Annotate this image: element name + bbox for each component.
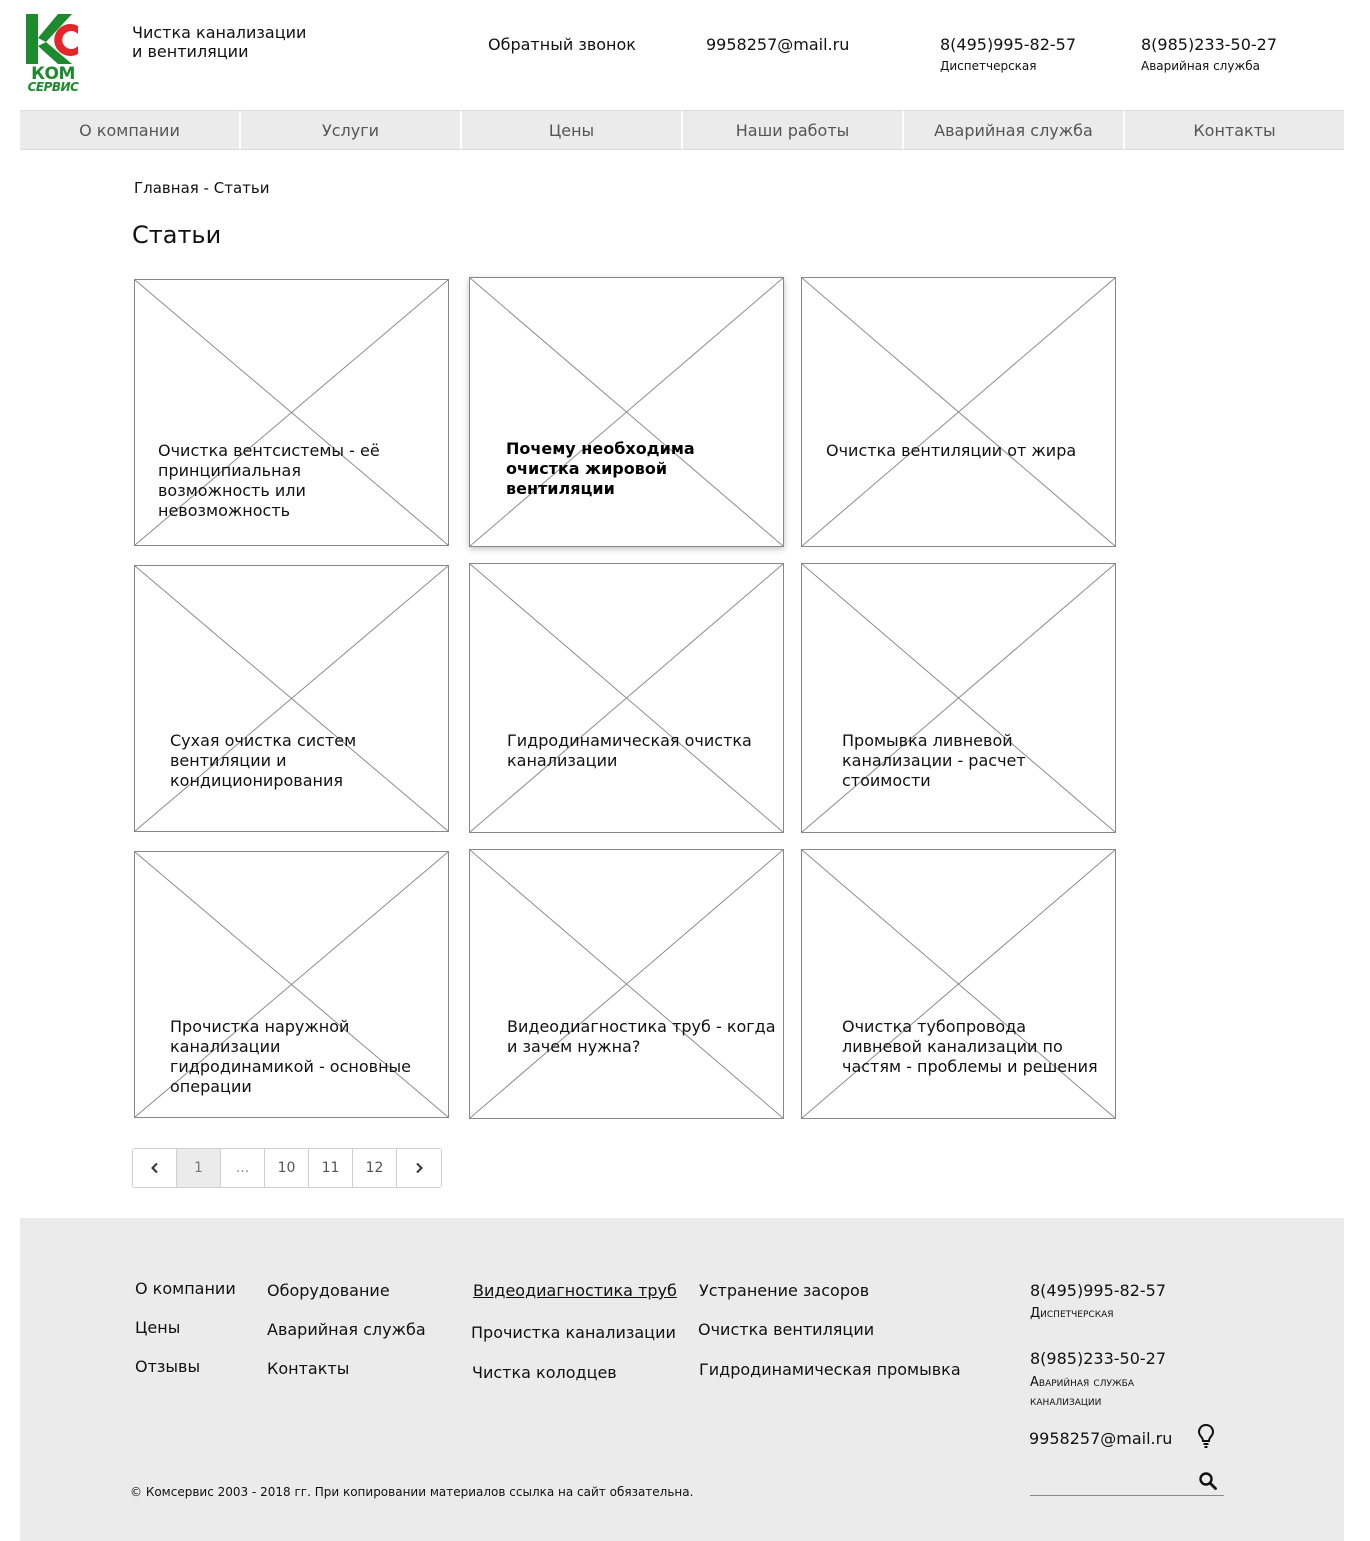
article-card[interactable] (469, 277, 784, 547)
site-footer (20, 1218, 1344, 1541)
article-card[interactable] (801, 849, 1116, 1119)
article-card-title[interactable]: Прочистка наружной канализации гидродинамикой - основные операции (170, 1017, 412, 1096)
image-placeholder (802, 564, 1115, 832)
footer-link-prices[interactable]: Цены (135, 1318, 181, 1337)
footer-phone-dispatch[interactable]: 8(495)995-82-57 (1030, 1281, 1167, 1300)
main-nav (20, 110, 1344, 150)
article-card-title[interactable]: Очистка вентиляции от жира (826, 441, 1077, 460)
header-phone-emergency (1141, 35, 1277, 73)
page-title: Статьи (132, 221, 222, 249)
article-card[interactable] (469, 563, 784, 833)
article-card[interactable] (469, 849, 784, 1119)
footer-phone-caption: Аварийная служба (1030, 1375, 1134, 1390)
image-placeholder (470, 564, 783, 832)
search-icon[interactable] (1198, 1471, 1218, 1491)
footer-search-input[interactable] (1030, 1470, 1190, 1494)
nav-item-about[interactable]: О компании (20, 111, 241, 149)
phone-caption: Диспетчерская (940, 59, 1037, 73)
footer-phone-caption: Диспетчерская (1030, 1306, 1114, 1321)
image-placeholder (802, 850, 1115, 1118)
article-card[interactable] (134, 279, 449, 546)
article-card-title[interactable]: Видеодиагностика труб - когда и зачем нужна? (507, 1017, 776, 1056)
pagination-prev-button[interactable] (133, 1149, 177, 1187)
article-card[interactable] (801, 277, 1116, 547)
footer-link-hydrodynamic-flushing[interactable]: Гидродинамическая промывка (699, 1360, 961, 1379)
footer-link-contacts[interactable]: Контакты (267, 1359, 350, 1378)
nav-item-prices[interactable]: Цены (462, 111, 683, 149)
search-underline (1030, 1495, 1224, 1496)
chevron-right-icon (413, 1162, 425, 1174)
tagline-line2: и вентиляции (132, 42, 249, 61)
article-card[interactable] (134, 565, 449, 832)
phone-number[interactable]: 8(495)995-82-57 (940, 35, 1077, 54)
pagination-page-current[interactable]: 1 (177, 1149, 221, 1187)
image-placeholder (135, 566, 448, 831)
phone-number[interactable]: 8(985)233-50-27 (1141, 35, 1278, 54)
footer-phone-emergency[interactable]: 8(985)233-50-27 (1030, 1349, 1167, 1368)
article-card-title[interactable]: Промывка ливневой канализации - расчет стоимости (842, 731, 1026, 790)
footer-link-well-cleaning[interactable]: Чистка колодцев (472, 1363, 617, 1382)
pagination-page[interactable]: 10 (265, 1149, 309, 1187)
footer-link-reviews[interactable]: Отзывы (135, 1357, 201, 1376)
pagination-next-button[interactable] (397, 1149, 441, 1187)
header-phone-dispatch (940, 35, 1076, 73)
footer-email[interactable]: 9958257@mail.ru (1029, 1429, 1173, 1448)
footer-phone-caption: канализации (1030, 1394, 1102, 1409)
footer-link-sewer-cleaning[interactable]: Прочистка канализации (471, 1323, 676, 1342)
lightbulb-icon[interactable] (1196, 1423, 1216, 1449)
logo-text-line1: КОМ (31, 64, 75, 84)
article-card[interactable] (134, 851, 449, 1118)
phone-caption: Аварийная служба (1141, 59, 1261, 73)
footer-link-ventilation-cleaning[interactable]: Очистка вентиляции (698, 1320, 875, 1339)
footer-link-about[interactable]: О компании (135, 1279, 236, 1298)
article-card-title[interactable]: Сухая очистка систем вентиляции и кондиционирования (170, 731, 357, 790)
pagination (132, 1148, 442, 1188)
site-tagline (132, 23, 306, 61)
logo-mark (24, 12, 80, 68)
pagination-ellipsis: ... (221, 1149, 265, 1187)
article-card-title[interactable]: Очистка вентсистемы - её принципиальная возможность или невозможность (158, 441, 380, 520)
nav-item-works[interactable]: Наши работы (683, 111, 904, 149)
nav-item-emergency[interactable]: Аварийная служба (904, 111, 1125, 149)
logo-text-line2: СЕРВИС (27, 80, 79, 94)
article-card-title[interactable]: Гидродинамическая очистка канализации (507, 731, 752, 770)
tagline-line1: Чистка канализации (132, 23, 307, 42)
pagination-page[interactable]: 12 (353, 1149, 397, 1187)
nav-item-services[interactable]: Услуги (241, 111, 462, 149)
chevron-left-icon (149, 1162, 161, 1174)
pagination-page[interactable]: 11 (309, 1149, 353, 1187)
image-placeholder (470, 278, 783, 546)
company-logo[interactable] (24, 10, 82, 96)
footer-link-clog-removal[interactable]: Устранение засоров (699, 1281, 870, 1300)
footer-link-equipment[interactable]: Оборудование (267, 1281, 390, 1300)
nav-item-contacts[interactable]: Контакты (1193, 120, 1276, 140)
header-email-link[interactable]: 9958257@mail.ru (706, 35, 850, 54)
breadcrumb[interactable]: Главная - Статьи (134, 179, 270, 197)
footer-link-video-diagnostics[interactable]: Видеодиагностика труб (473, 1281, 677, 1300)
footer-link-emergency[interactable]: Аварийная служба (267, 1320, 426, 1339)
copyright-text: © Комсервис 2003 - 2018 гг. При копировании материалов ссылка на сайт обязательна. (130, 1485, 694, 1499)
article-card[interactable] (801, 563, 1116, 833)
image-placeholder (802, 278, 1115, 546)
callback-link[interactable]: Обратный звонок (488, 35, 636, 54)
article-card-title[interactable]: Почему необходима очистка жировой вентиляции (506, 439, 695, 498)
article-card-title[interactable]: Очистка тубопровода ливневой канализации по частям - проблемы и решения (842, 1017, 1098, 1076)
image-placeholder (470, 850, 783, 1118)
